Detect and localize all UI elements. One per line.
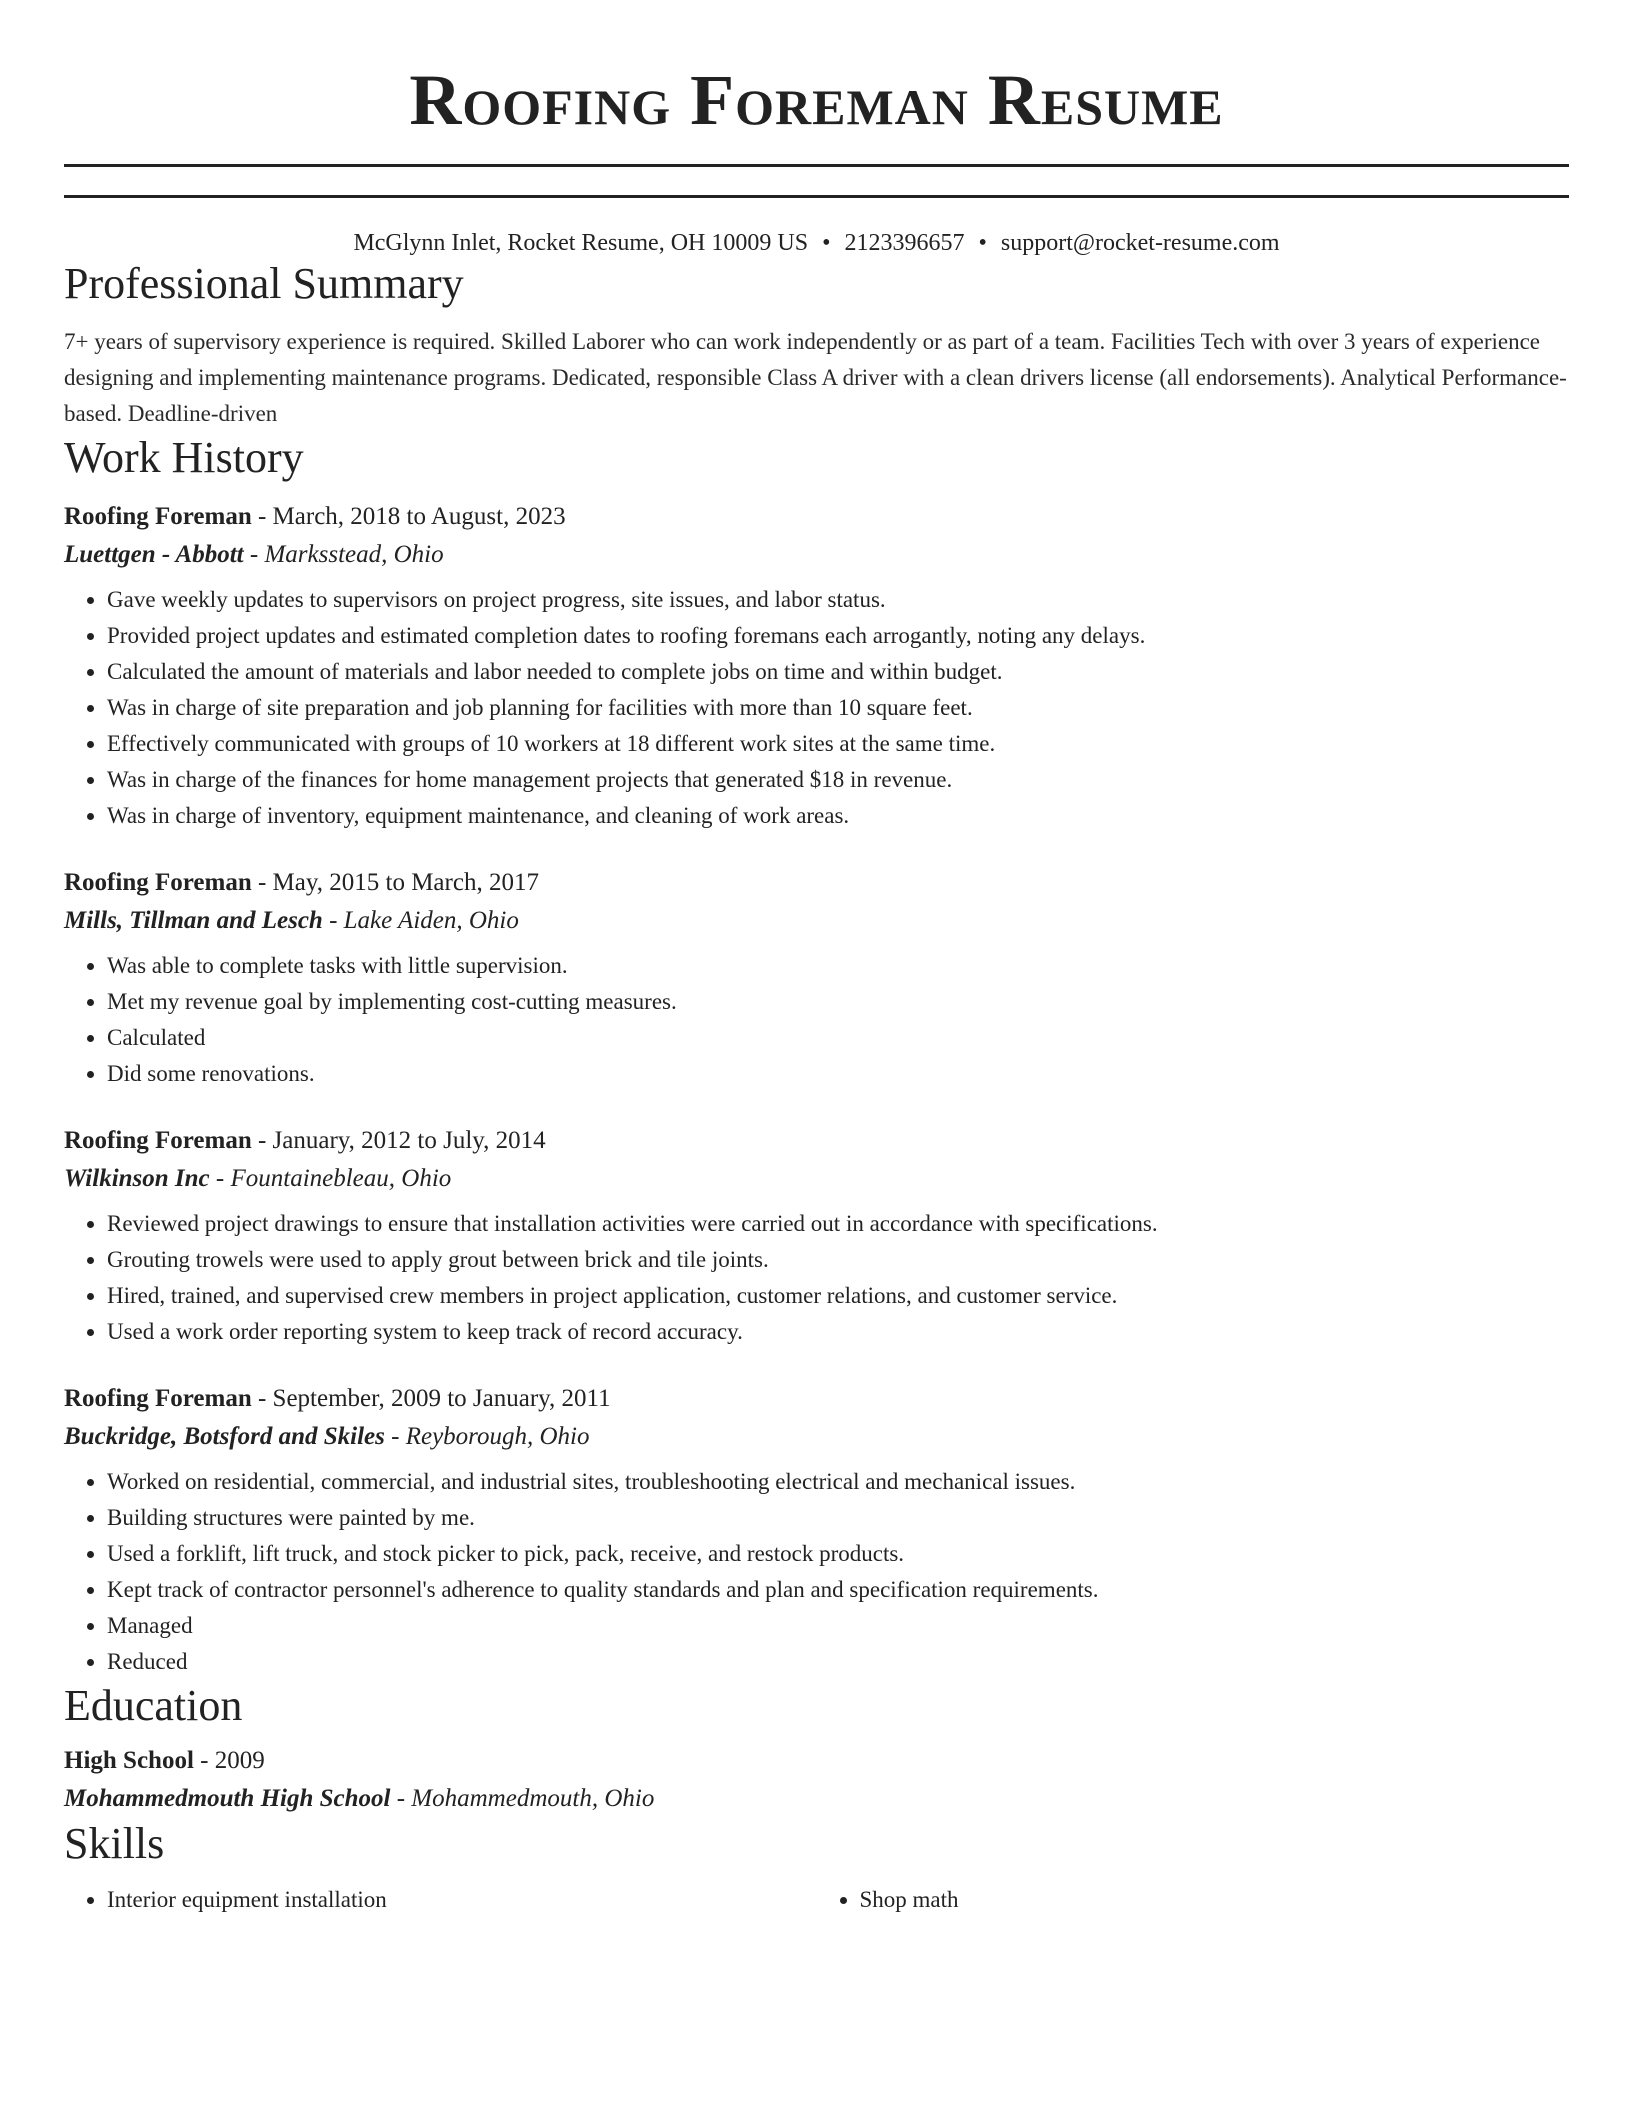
- skills-column-left: [64, 1882, 817, 1918]
- job-bullet: • Kept track of contractor personnel's adherence to quality standards and plan and specification requirements.: [107, 1572, 1569, 1608]
- education-location: - Mohammedmouth, Ohio: [390, 1785, 655, 1812]
- job-bullet: • Calculated: [107, 1020, 1569, 1056]
- job-title-line: [64, 1380, 1569, 1418]
- job-entry: [64, 498, 1569, 834]
- job-bullet-list: [64, 948, 1569, 1092]
- job-role: Roofing Foreman: [64, 1385, 252, 1412]
- job-bullet: • Managed: [107, 1608, 1569, 1644]
- job-company-line: [64, 1418, 1569, 1456]
- skills-heading: Skills: [64, 1819, 165, 1868]
- job-bullet: • Did some renovations.: [107, 1056, 1569, 1092]
- job-bullet: • Provided project updates and estimated completion dates to roofing foremans each arrogantly, noting any delays.: [107, 618, 1569, 654]
- job-bullet-list: [64, 582, 1569, 834]
- job-bullet: • Worked on residential, commercial, and industrial sites, troubleshooting electrical and mechanical issues.: [107, 1464, 1569, 1500]
- job-dates: - September, 2009 to January, 2011: [251, 1385, 611, 1412]
- job-bullet: • Used a forklift, lift truck, and stock picker to pick, pack, receive, and restock products.: [107, 1536, 1569, 1572]
- job-location: - Fountainebleau, Ohio: [209, 1165, 452, 1192]
- education-degree: High School: [64, 1747, 194, 1774]
- job-bullet: • Grouting trowels were used to apply grout between brick and tile joints.: [107, 1242, 1569, 1278]
- skill-item: • Shop math: [860, 1882, 1570, 1918]
- job-bullet: • Calculated the amount of materials and labor needed to complete jobs on time and within budget.: [107, 654, 1569, 690]
- job-bullet: • Was in charge of inventory, equipment maintenance, and cleaning of work areas.: [107, 798, 1569, 834]
- job-company-line: [64, 536, 1569, 574]
- job-bullet: • Hired, trained, and supervised crew members in project application, customer relations, and customer service.: [107, 1278, 1569, 1314]
- contact-separator: •: [978, 230, 987, 256]
- job-entry: [64, 1122, 1569, 1350]
- job-bullet: • Gave weekly updates to supervisors on project progress, site issues, and labor status.: [107, 582, 1569, 618]
- job-company-line: [64, 902, 1569, 940]
- job-title-line: [64, 498, 1569, 536]
- resume-title: Roofing Foreman Resume: [409, 60, 1224, 140]
- job-location: - Reyborough, Ohio: [384, 1423, 590, 1450]
- skills-column-right: [817, 1882, 1570, 1918]
- summary-heading: Professional Summary: [64, 259, 464, 308]
- job-bullet: • Met my revenue goal by implementing cost-cutting measures.: [107, 984, 1569, 1020]
- job-bullet-list: [64, 1206, 1569, 1350]
- job-title-line: [64, 1122, 1569, 1160]
- resume-page: [64, 0, 1569, 1918]
- skill-item: • Interior equipment installation: [107, 1882, 817, 1918]
- job-bullet: • Was able to complete tasks with little supervision.: [107, 948, 1569, 984]
- job-company: Mills, Tillman and Lesch: [64, 907, 323, 934]
- contact-line: [64, 228, 1569, 258]
- contact-address: McGlynn Inlet, Rocket Resume, OH 10009 US: [353, 230, 809, 256]
- job-location: - Lake Aiden, Ohio: [322, 907, 519, 934]
- job-entry: [64, 864, 1569, 1092]
- contact-separator: •: [822, 230, 831, 256]
- job-company: Buckridge, Botsford and Skiles: [64, 1423, 385, 1450]
- job-bullet-list: [64, 1464, 1569, 1680]
- work-history-list: [64, 498, 1569, 1680]
- job-dates: - March, 2018 to August, 2023: [251, 503, 566, 530]
- job-title-line: [64, 864, 1569, 902]
- job-company-line: [64, 1160, 1569, 1198]
- job-dates: - January, 2012 to July, 2014: [251, 1127, 546, 1154]
- education-school: Mohammedmouth High School: [64, 1785, 391, 1812]
- work-history-heading: Work History: [64, 433, 304, 482]
- job-bullet: • Effectively communicated with groups of 10 workers at 18 different work sites at the same time.: [107, 726, 1569, 762]
- job-bullet: • Reviewed project drawings to ensure that installation activities were carried out in accordance with specifications.: [107, 1206, 1569, 1242]
- contact-email: support@rocket-resume.com: [1000, 230, 1280, 256]
- education-degree-line: [64, 1742, 1569, 1780]
- job-bullet: • Used a work order reporting system to keep track of record accuracy.: [107, 1314, 1569, 1350]
- job-company: Luettgen - Abbott: [64, 541, 244, 568]
- summary-text: 7+ years of supervisory experience is required. Skilled Laborer who can work independently or as part of a team. Facilities Tech with over 3 years of experience designing and implementing maintenance programs. Dedicated, responsible Class A driver with a clean drivers license (all endorsements). Analytical Performance-based. Deadline-driven: [64, 329, 1567, 426]
- job-bullet: • Was in charge of the finances for home management projects that generated $18 in revenue.: [107, 762, 1569, 798]
- skills-grid: [64, 1882, 1569, 1918]
- job-entry: [64, 1380, 1569, 1680]
- contact-phone: 2123396657: [844, 230, 965, 256]
- job-role: Roofing Foreman: [64, 1127, 252, 1154]
- job-location: - Marksstead, Ohio: [243, 541, 444, 568]
- education-heading: Education: [64, 1681, 243, 1730]
- title-rule-bottom: [64, 195, 1569, 198]
- job-bullet: • Building structures were painted by me.: [107, 1500, 1569, 1536]
- job-bullet: • Reduced: [107, 1644, 1569, 1680]
- education-year: - 2009: [193, 1747, 265, 1774]
- education-school-line: [64, 1780, 1569, 1818]
- job-company: Wilkinson Inc: [64, 1165, 210, 1192]
- job-dates: - May, 2015 to March, 2017: [251, 869, 539, 896]
- job-role: Roofing Foreman: [64, 869, 252, 896]
- job-bullet: • Was in charge of site preparation and job planning for facilities with more than 10 square feet.: [107, 690, 1569, 726]
- job-role: Roofing Foreman: [64, 503, 252, 530]
